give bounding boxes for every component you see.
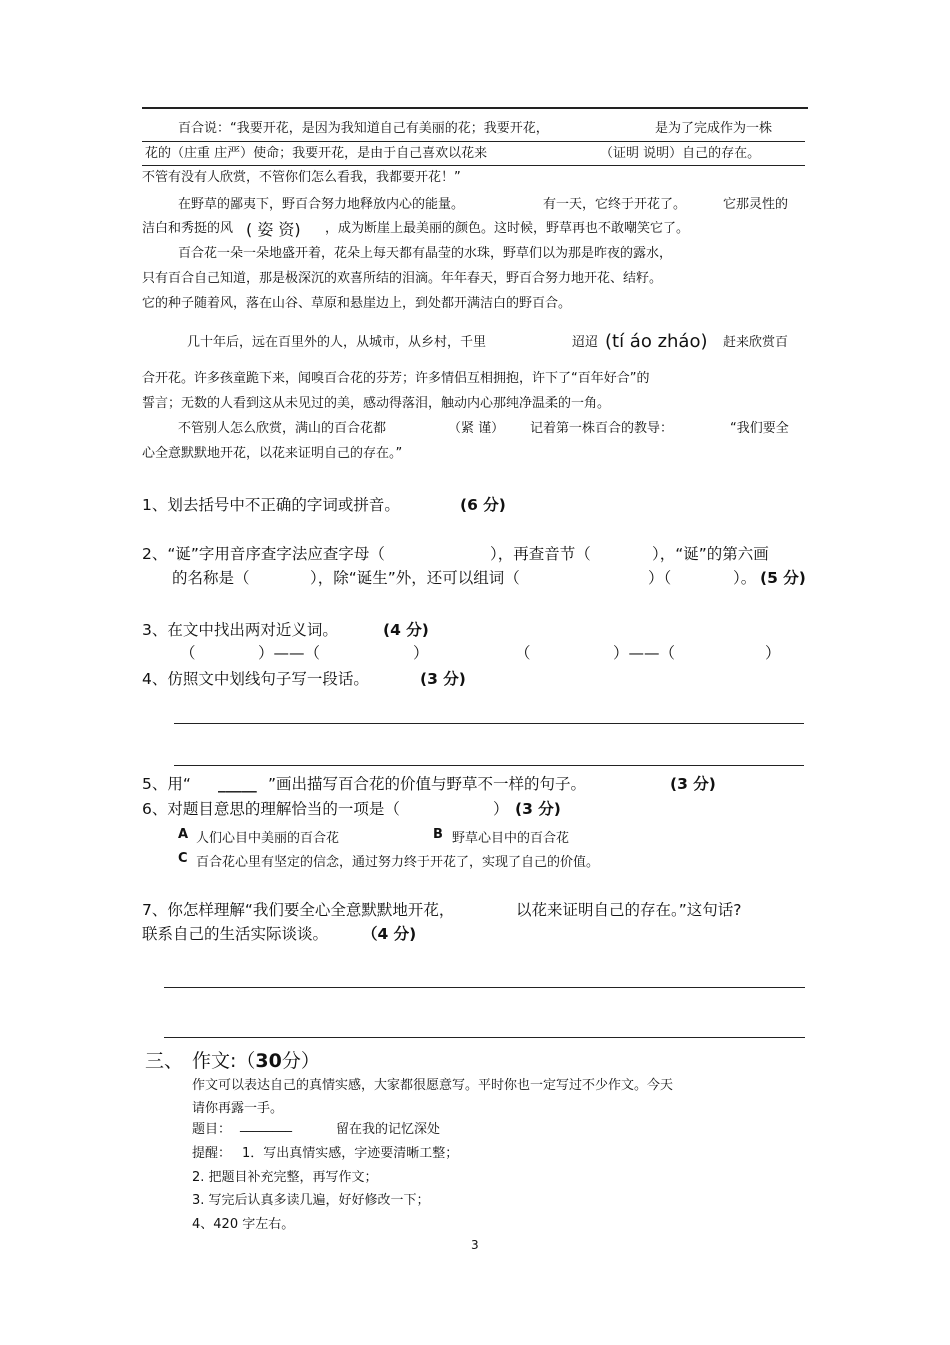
passage-line: 迢迢 <box>572 335 599 350</box>
section-number: 三、 <box>145 1050 184 1072</box>
passage-line: 它的种子随着风，落在山谷、草原和悬崖边上，到处都开满洁白的野百合。 <box>142 296 572 311</box>
top-rule <box>142 107 808 109</box>
passage-line: 是为了完成作为一株 <box>655 121 773 136</box>
question-2: ），除“诞生”外，还可以组词（ <box>310 569 520 587</box>
underline <box>142 165 805 166</box>
composition-intro: 作文可以表达自己的真情实感，大家都很愿意写。平时你也一定写过不少作文。今天 <box>192 1078 674 1093</box>
option-b-key: B <box>433 827 443 842</box>
passage-line: 不管有没有人欣赏，不管你们怎么看我，我都要开花！” <box>142 170 461 185</box>
question-2: 2、“诞”字用音序查字法应查字母（ <box>142 545 385 563</box>
option-a-key: A <box>178 827 189 842</box>
question-7: 联系自己的生活实际谈谈。 <box>142 925 329 943</box>
composition-title: 留在我的记忆深处 <box>336 1122 441 1137</box>
answer-blank: ） <box>413 644 429 662</box>
reminder-item: 4、420 字左右。 <box>192 1217 295 1232</box>
passage-line: 誓言；无数的人看到这从未见过的美，感动得落泪，触动内心那纯净温柔的一角。 <box>142 396 611 411</box>
passage-line: （证明 说明）自己的存在。 <box>600 146 761 161</box>
question-2: ）（ <box>648 569 672 587</box>
question-1: 1、划去括号中不正确的字词或拼音。 <box>142 496 400 514</box>
reminder-label: 提醒： <box>192 1146 232 1161</box>
reminder-item: 3. 写完后认真多读几遍，好好修改一下； <box>192 1193 430 1208</box>
passage-line: “我们要全 <box>730 421 789 436</box>
score: (5 分) <box>760 569 806 587</box>
score: (3 分) <box>515 800 561 818</box>
answer-blank: （ <box>515 644 531 662</box>
reminder-item: 2. 把题目补充完整，再写作文； <box>192 1170 378 1185</box>
answer-line[interactable] <box>164 987 805 988</box>
passage-line: 合开花。许多孩童跪下来，闻嗅百合花的芬芳；许多情侣互相拥抱，许下了“百年好合”的 <box>142 371 650 386</box>
question-4: 4、仿照文中划线句子写一段话。 <box>142 670 369 688</box>
reminder-item: 1．写出真情实感，字迹要清晰工整； <box>242 1146 459 1161</box>
underline <box>142 141 805 142</box>
score: （4 分) <box>362 925 417 943</box>
passage-line: 不管别人怎么欣赏，满山的百合花都 <box>178 421 387 436</box>
passage-line: 百合花一朵一朵地盛开着，花朵上每天都有晶莹的水珠，野草们以为那是昨夜的露水， <box>178 246 673 261</box>
answer-blank: ）——（ <box>258 644 321 662</box>
answer-line[interactable] <box>174 765 804 766</box>
passage-line: 只有百合自己知道，那是极深沉的欢喜所结的泪滴。年年春天，野百合努力地开花、结籽。 <box>142 271 663 286</box>
passage-line: 它那灵性的 <box>723 197 789 212</box>
page-number: 3 <box>471 1238 479 1252</box>
question-7: 7、你怎样理解“我们要全心全意默默地开花， <box>142 901 455 919</box>
question-7: 以花来证明自己的存在。”这句话? <box>516 901 742 919</box>
answer-line[interactable] <box>164 1037 805 1038</box>
composition-intro: 请你再露一手。 <box>192 1101 284 1116</box>
composition-title: 题目： <box>192 1122 232 1137</box>
score: (6 分) <box>460 496 506 514</box>
option-c-key: C <box>178 851 188 866</box>
question-2: 的名称是（ <box>172 569 250 587</box>
question-5: ”画出描写百合花的价值与野草不一样的句子。 <box>268 775 587 793</box>
passage-line: 赶来欣赏百 <box>723 335 789 350</box>
section-heading: 作文:（30分） <box>192 1050 320 1072</box>
option-c[interactable]: 百合花心里有坚定的信念，通过努力终于开花了，实现了自己的价值。 <box>196 855 600 870</box>
question-5: 5、用“ <box>142 775 191 793</box>
passage-line: 几十年后，远在百里外的人，从城市，从乡村，千里 <box>187 335 487 350</box>
question-6: 6、对题目意思的理解恰当的一项是（ <box>142 800 400 818</box>
score: (3 分) <box>670 775 716 793</box>
passage-line: 花的（庄重 庄严）使命；我要开花，是由于自己喜欢以花来 <box>145 146 488 161</box>
score: (4 分) <box>383 621 429 639</box>
answer-blank: （ <box>180 644 196 662</box>
choice-bracket: ( 姿 资) <box>246 220 301 239</box>
passage-line: 记着第一株百合的教导： <box>530 421 674 436</box>
question-6: ） <box>493 800 509 818</box>
question-2: ），再查音节（ <box>490 545 591 563</box>
passage-line: 心全意默默地开花，以花来证明自己的存在。” <box>142 446 403 461</box>
option-b[interactable]: 野草心目中的百合花 <box>452 831 570 846</box>
choice-bracket: （紧 谨） <box>448 421 505 436</box>
composition-title-blank[interactable]: ________ <box>240 1118 292 1133</box>
passage-line: 有一天，它终于开花了。 <box>543 197 687 212</box>
passage-line: 洁白和秀挺的风 <box>142 221 234 236</box>
pinyin-choice: (tí áo zháo) <box>605 331 708 352</box>
score: (3 分) <box>420 670 466 688</box>
answer-line[interactable] <box>174 723 804 724</box>
answer-blank: ） <box>765 644 781 662</box>
question-2: ）。 <box>733 569 757 587</box>
question-3: 3、在文中找出两对近义词。 <box>142 621 338 639</box>
question-2: ），“诞”的第六画 <box>652 545 769 563</box>
passage-line: ，成为断崖上最美丽的颜色。这时候，野草再也不敢嘲笑它了。 <box>325 221 690 236</box>
question-5-blank: _____ <box>218 775 257 793</box>
passage-line: 百合说：“我要开花，是因为我知道自己有美丽的花；我要开花， <box>178 121 549 136</box>
answer-blank: ）——（ <box>613 644 676 662</box>
passage-line: 在野草的鄙夷下，野百合努力地释放内心的能量。 <box>178 197 465 212</box>
option-a[interactable]: 人们心目中美丽的百合花 <box>196 831 340 846</box>
